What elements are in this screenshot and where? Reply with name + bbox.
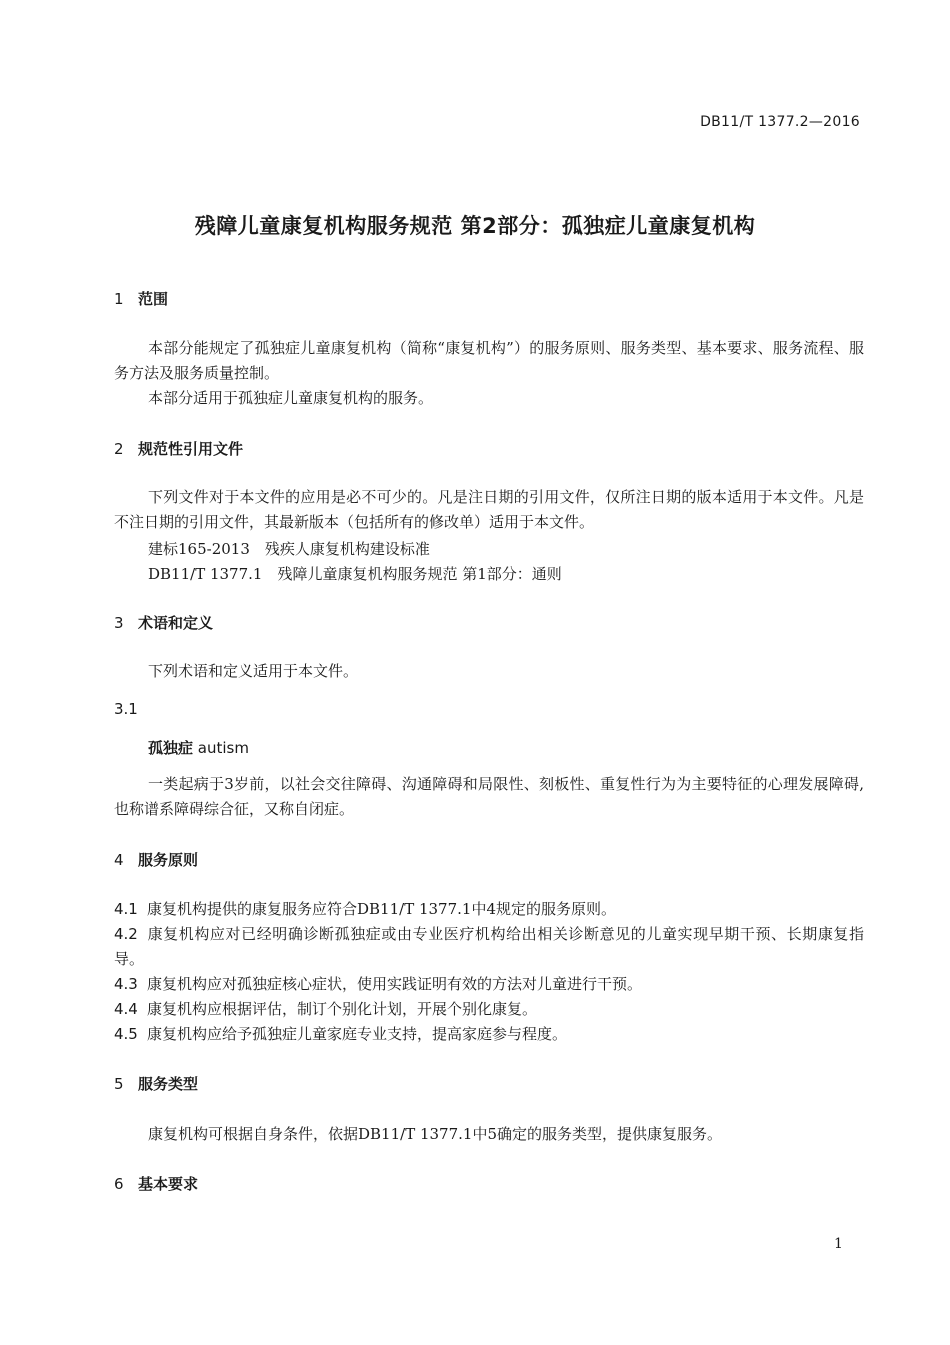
item-number: 4.5 bbox=[114, 1025, 138, 1043]
section-title: 术语和定义 bbox=[138, 614, 214, 632]
item-number: 4.1 bbox=[114, 900, 138, 918]
reference-item: DB11/T 1377.1 残障儿童康复机构服务规范 第1部分：通则 bbox=[148, 565, 562, 583]
section-number: 3 bbox=[114, 614, 124, 632]
section-4-heading bbox=[114, 849, 198, 870]
subsection-number: 3.1 bbox=[114, 700, 138, 718]
term-definition: 一类起病于3岁前，以社会交往障碍、沟通障碍和局限性、刻板性、重复性行为为主要特征的心理发展障碍,也称谱系障碍综合征，又称自闭症。 bbox=[114, 775, 864, 818]
principle-item bbox=[114, 997, 864, 1022]
principle-item bbox=[114, 972, 864, 997]
section-6-heading bbox=[114, 1173, 198, 1194]
section-number: 5 bbox=[114, 1075, 124, 1093]
section-3-heading bbox=[114, 612, 213, 633]
item-text: 康复机构应对已经明确诊断孤独症或由专业医疗机构给出相关诊断意见的儿童实现早期干预、长期康复指导。 bbox=[114, 925, 864, 968]
section-5-heading bbox=[114, 1073, 198, 1094]
section-1-paragraph-2: 本部分适用于孤独症儿童康复机构的服务。 bbox=[148, 389, 434, 407]
item-number: 4.3 bbox=[114, 975, 138, 993]
document-title: 残障儿童康复机构服务规范 第2部分：孤独症儿童康复机构 bbox=[194, 214, 756, 238]
section-number: 4 bbox=[114, 851, 124, 869]
section-1-heading bbox=[114, 288, 168, 309]
term-chinese: 孤独症 bbox=[148, 739, 194, 757]
item-text: 康复机构应对孤独症核心症状，使用实践证明有效的方法对儿童进行干预。 bbox=[147, 975, 643, 993]
section-3-paragraph-1: 下列术语和定义适用于本文件。 bbox=[148, 662, 359, 680]
term-entry bbox=[148, 737, 249, 758]
reference-item: 建标165-2013 残疾人康复机构建设标准 bbox=[148, 540, 430, 558]
page-number: 1 bbox=[834, 1236, 843, 1252]
section-title: 服务类型 bbox=[138, 1075, 199, 1093]
principle-item bbox=[114, 897, 864, 922]
item-number: 4.4 bbox=[114, 1000, 138, 1018]
item-number: 4.2 bbox=[114, 925, 138, 943]
item-text: 康复机构应根据评估，制订个别化计划，开展个别化康复。 bbox=[147, 1000, 538, 1018]
section-title: 规范性引用文件 bbox=[138, 440, 244, 458]
principle-item bbox=[114, 1022, 864, 1047]
section-number: 6 bbox=[114, 1175, 124, 1193]
section-5-paragraph-1: 康复机构可根据自身条件，依据DB11/T 1377.1中5确定的服务类型，提供康复服务。 bbox=[148, 1125, 722, 1143]
section-1-paragraph-1: 本部分能规定了孤独症儿童康复机构（简称“康复机构”）的服务原则、服务类型、基本要求、服务流程、服务方法及服务质量控制。 bbox=[114, 339, 864, 382]
section-title: 基本要求 bbox=[138, 1175, 199, 1193]
document-code-header: DB11/T 1377.2—2016 bbox=[700, 114, 860, 130]
item-text: 康复机构提供的康复服务应符合DB11/T 1377.1中4规定的服务原则。 bbox=[147, 900, 616, 918]
section-title: 范围 bbox=[138, 290, 169, 308]
principle-item bbox=[114, 922, 864, 972]
section-title: 服务原则 bbox=[138, 851, 199, 869]
section-number: 2 bbox=[114, 440, 124, 458]
section-2-heading bbox=[114, 438, 243, 459]
section-number: 1 bbox=[114, 290, 124, 308]
section-2-paragraph-1: 下列文件对于本文件的应用是必不可少的。凡是注日期的引用文件，仅所注日期的版本适用于本文件。凡是不注日期的引用文件，其最新版本（包括所有的修改单）适用于本文件。 bbox=[114, 488, 864, 531]
term-english: autism bbox=[197, 739, 249, 757]
item-text: 康复机构应给予孤独症儿童家庭专业支持，提高家庭参与程度。 bbox=[147, 1025, 568, 1043]
